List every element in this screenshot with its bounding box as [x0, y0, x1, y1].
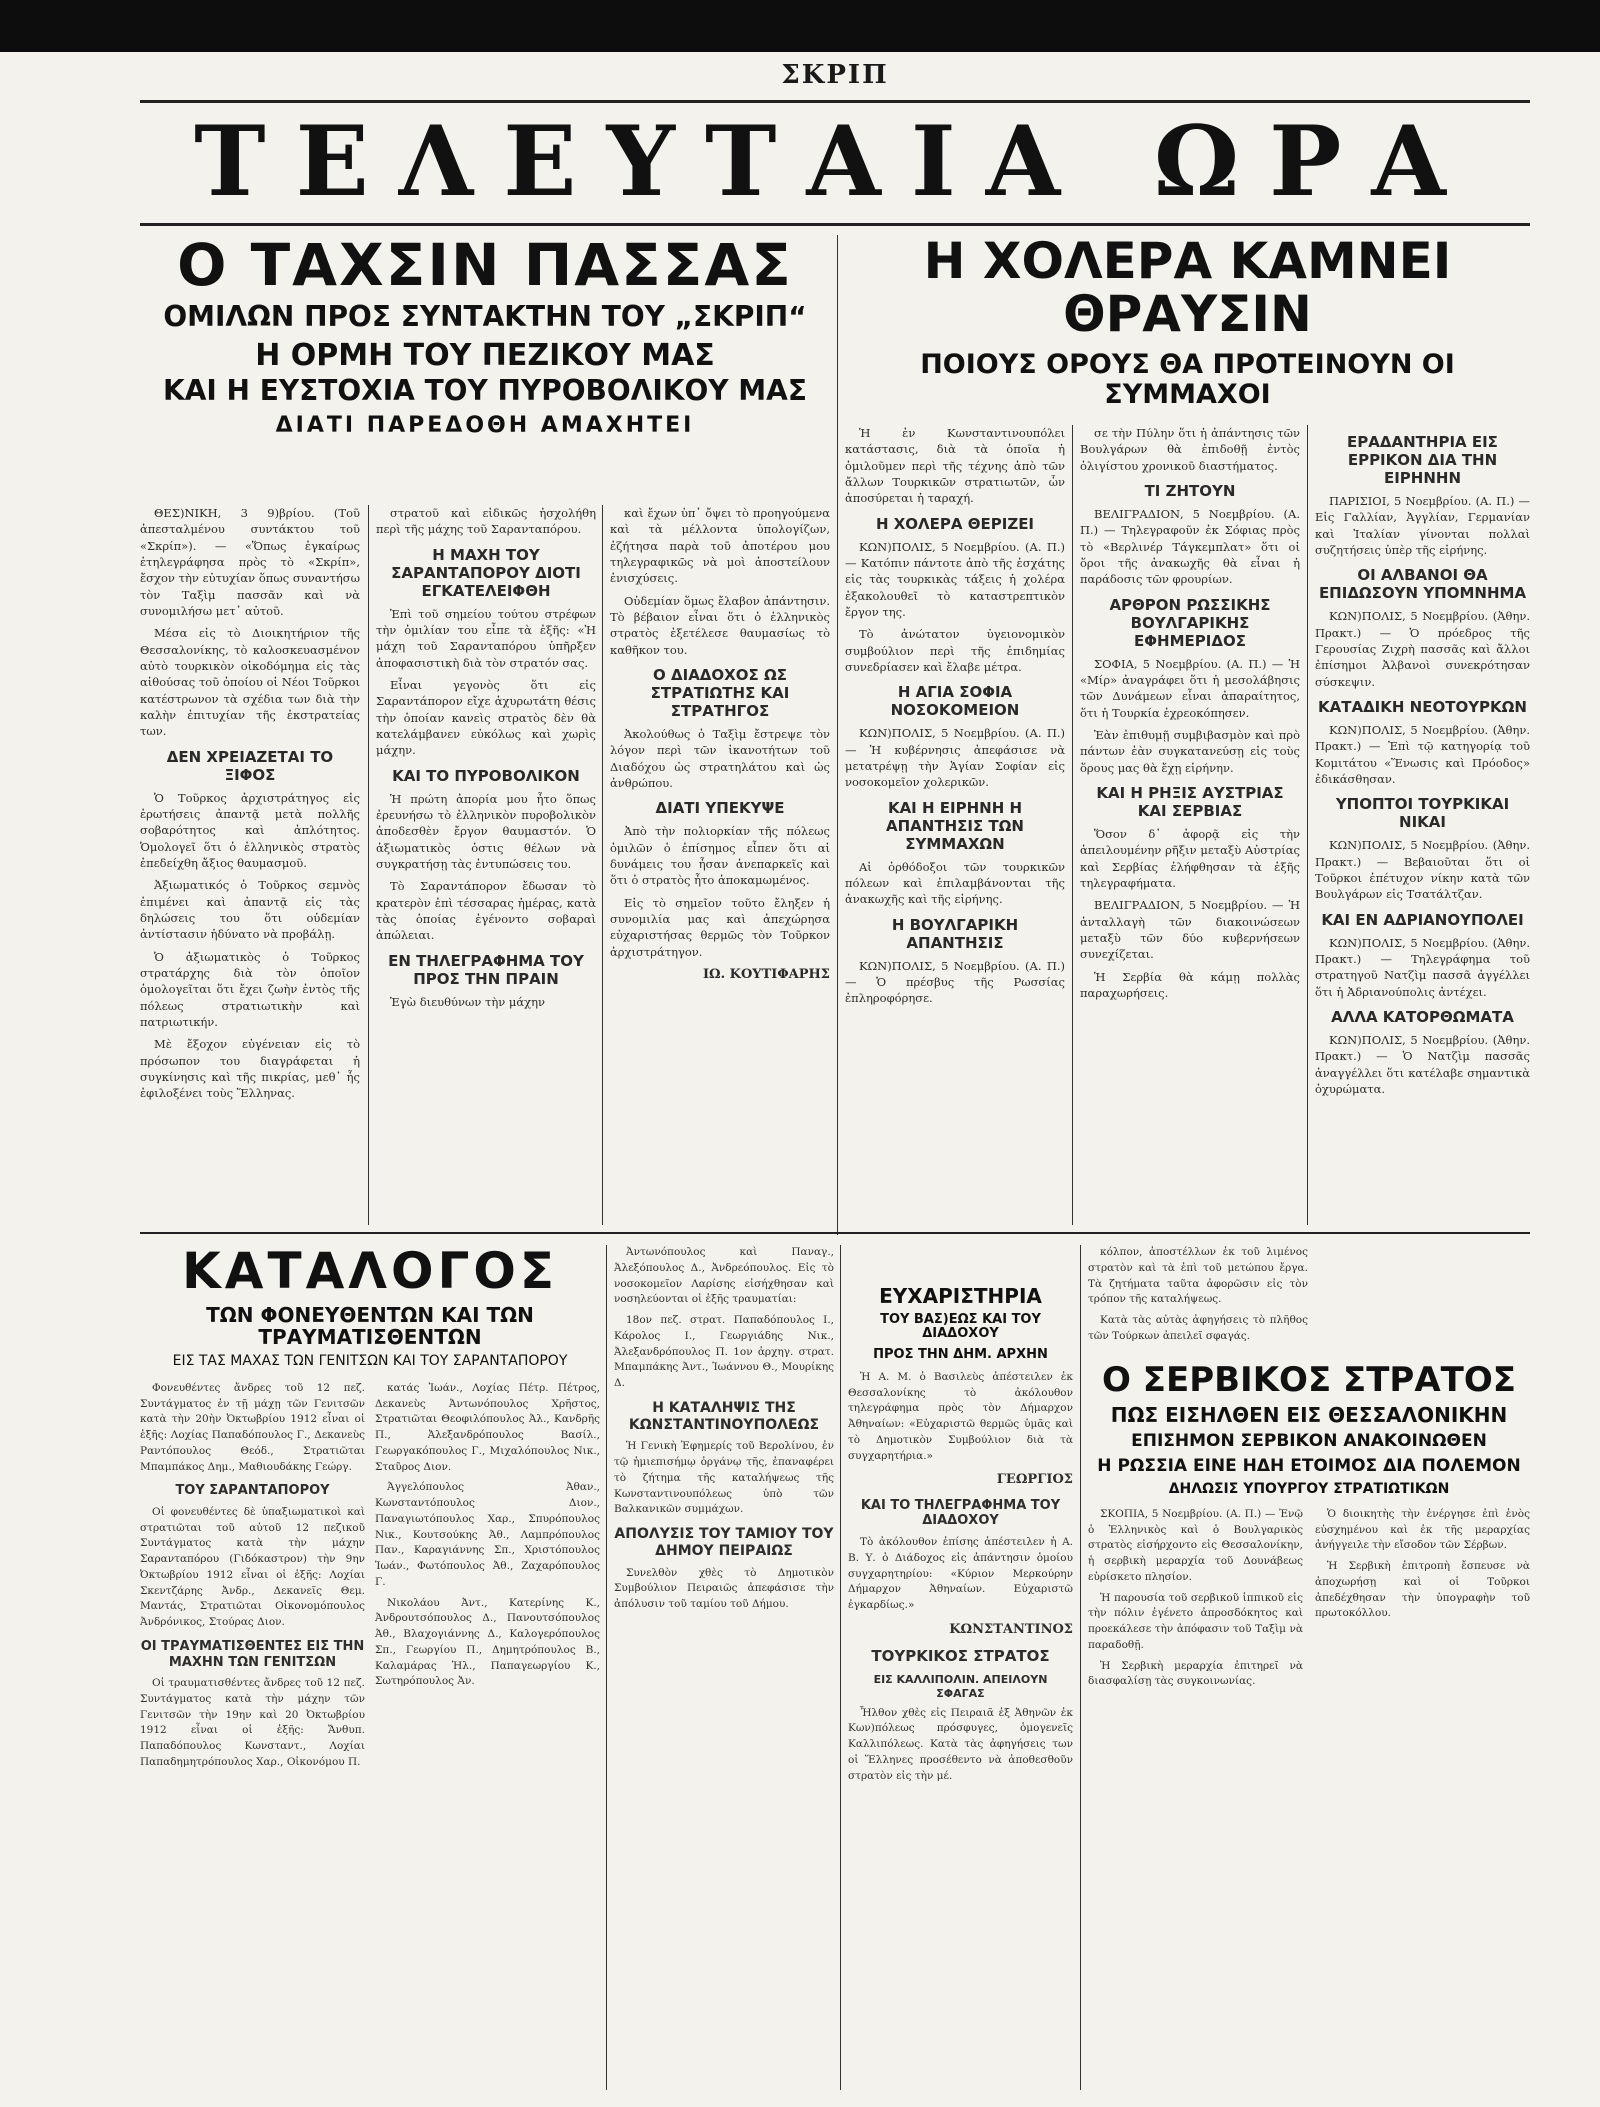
thanks-signature-heir: ΚΩΝΣΤΑΝΤΙΝΟΣ — [949, 1621, 1073, 1637]
col2-subheading: Η ΜΑΧΗ ΤΟΥ ΣΑΡΑΝΤΑΠΟΡΟΥ ΔΙΟΤΙ ΕΓΚΑΤΕΛΕΙΦΘΗ — [391, 545, 581, 600]
col4-subheading: Η ΒΟΥΛΓΑΡΙΚΗ ΑΠΑΝΤΗΣΙΣ — [891, 915, 1019, 952]
serbian-army-section — [1088, 1245, 1530, 2090]
col2-paragraph: Τὸ Σαραντάπορον ἔδωσαν τὸ κρατερὸν ἐπὶ τέσσαρας ἡμέρας, κατὰ τὰς ὁποίας ἐγένοντο σοβαραὶ ἀπώλειαι. — [376, 879, 596, 943]
col5-subheading: ΚΑΙ Η ΡΗΞΙΣ ΑΥΣΤΡΙΑΣ ΚΑΙ ΣΕΡΒΙΑΣ — [1096, 783, 1284, 820]
col3-paragraph: Εἰς τὸ σημεῖον τοῦτο ἔληξεν ἡ συνομιλία μας καὶ ἀπεχώρησα εὐχαριστήσας θερμῶς τὸν Τοῦρκον ἀρχιστράτηγον. — [610, 895, 830, 959]
column-2 — [376, 505, 596, 1225]
col4-subheading: Η ΧΟΛΕΡΑ ΘΕΡΙΖΕΙ — [875, 514, 1035, 533]
col1-paragraph: Ὁ ἀξιωματικὸς ὁ Τοῦρκος στρατάρχης διὰ τὸν ὁποῖον ὁμολογεῖται ὅτι ἔχει ζωὴν ἐντὸς τῆς πόλεως στρατιωτικὴν καὶ πατριωτικήν. — [140, 949, 360, 1029]
col1-paragraph: Μέσα εἰς τὸ Διοικητήριον τῆς Θεσσαλονίκης, τὸ καλοσκευασμένον αὐτὸ τουρκικὸν οἰκοδόμημα εἰς τὰς αἰθούσας τοῦ ὁποίου οἱ Νέοι Τοῦρκοι κατέστρωνον τὰ σχέδια των διὰ τὴν καλὴν ἐπιτυχίαν τῆς ἐκστρατείας των. — [140, 626, 360, 739]
col5-paragraph: Ὅσον δ᾽ ἀφορᾷ εἰς τὴν ἀπειλουμένην ρῆξιν μεταξὺ Αὐστρίας καὶ Σερβίας ἐλήφθησαν τὰ ἑξῆς τηλεγραφήματα. — [1080, 826, 1300, 890]
col2-paragraph: Εἶναι γεγονὸς ὅτι εἰς Σαραντάπορον εἴχε ἀχυρωτάτη θέσις τὴν ὁποίαν κανεὶς στρατὸς δὲν θὰ κατελάμβανεν εὐκόλως καὶ χωρὶς μάχην. — [376, 677, 596, 758]
catalog-paragraph: Ἀγγελόπουλος Ἀθαν., Κωνσταντόπουλος Διον., Παναγιωτόπουλος Χαρ., Σπυρόπουλος Νικ., Κουτσούκης Ἀθ., Λαμπρόπουλος Παν., Καραγιάννης Σπ., Χριστόπουλος Ἰωάν., Φωτόπουλος Ἀθ., Ζαχαρόπουλος Γ. — [375, 1481, 600, 1588]
headline-interview: ΟΜΙΛΩΝ ΠΡΟΣ ΣΥΝΤΑΚΤΗΝ ΤΟΥ „ΣΚΡΙΠ“ — [163, 299, 807, 333]
col2-lead: στρατοῦ καὶ εἰδικῶς ἠσχολήθη περὶ τῆς μάχης τοῦ Σαρανταπόρου. — [376, 506, 596, 537]
catalog-subtitle: ΤΩΝ ΦΟΝΕΥΘΕΝΤΩΝ ΚΑΙ ΤΩΝ ΤΡΑΥΜΑΤΙΣΘΕΝΤΩΝ — [206, 1302, 534, 1349]
column-6 — [1315, 425, 1530, 1225]
col6-paragraph: ΚΩΝ)ΠΟΛΙΣ, 5 Νοεμβρίου. (Ἀθην. Πρακτ.) — Βεβαιοῦται ὅτι οἱ Τοῦρκοι ἐπέτυχον νίκην κατὰ τῶν Βουλγάρων εἰς Τσατάλτζαν. — [1315, 838, 1530, 902]
russia-ready-heading: Η ΡΩΣΣΙΑ ΕΙΝΕ ΗΔΗ ΕΤΟΙΜΟΣ ΔΙΑ ΠΟΛΕΜΟΝ — [1097, 1455, 1521, 1476]
catalog-title: ΚΑΤΑΛΟΓΟΣ — [182, 1245, 558, 1300]
thanks-subtitle: ΤΟΥ ΒΑΣ)ΕΩΣ ΚΑΙ ΤΟΥ ΔΙΑΔΟΧΟΥ — [880, 1312, 1041, 1342]
catalog-paragraph: Ἀντωνόπουλος καὶ Παναγ., Ἀλεξόπουλος Δ., Ἀνδρεόπουλος. Εἰς τὸ νοσοκομεῖον Λαρίσης εἰσήχθησαν καὶ νοσηλεύονται οἱ ἑξῆς τραυματίαι: — [614, 1246, 834, 1306]
col4-paragraph: ΚΩΝ)ΠΟΛΙΣ, 5 Νοεμβρίου. (Α. Π.) — Ὁ πρέσβυς τῆς Ρωσσίας ἐπληροφόρησε. — [845, 958, 1065, 1006]
col2-paragraph: Ἡ πρώτη ἀπορία μου ἦτο ὅπως ἐρευνήσω τὸ ἑλληνικὸν πυροβολικὸν ἀποδεσθὲν ἔργον θαυμαστόν. Ὁ ἀξιωματικὸς ὁστις θέλων νὰ συγκρατήσῃ τὰς ἐντυπώσεις του. — [376, 791, 596, 871]
col1-paragraph: Ἀξιωματικός ὁ Τοῦρκος σεμνὸς ἐπιμένει καὶ ἀπαντᾷ εἰς τὰς δηλώσεις του ὅτι οὐδεμίαν ἀντίστασιν ἡδύνατο νὰ προβάλῃ. — [140, 878, 360, 942]
turkish-army-subheading: ΕΙΣ ΚΑΛΛΙΠΟΛΙΝ. ΑΠΕΙΛΟΥΝ ΣΦΑΓΑΣ — [873, 1673, 1048, 1700]
col6-subheading: ΚΑΤΑΔΙΚΗ ΝΕΟΤΟΥΡΚΩΝ — [1318, 697, 1527, 716]
col2-paragraph: Ἐγὼ διευθύνων τὴν μάχην — [390, 994, 546, 1009]
col3-signature: ΙΩ. ΚΟΥΤΙΦΑΡΗΣ — [702, 966, 830, 982]
col3-subheading: Ο ΔΙΑΔΟΧΟΣ ΩΣ ΣΤΡΑΤΙΩΤΗΣ ΚΑΙ ΣΤΡΑΤΗΓΟΣ — [650, 665, 790, 720]
column-divider — [840, 1245, 841, 2090]
serbian-intro-paragraph: κόλπον, ἀποστέλλων ἐκ τοῦ λιμένος στρατὸν καὶ τὰ ἐπὶ τοῦ μετώπου ἔργα. Τὰ ζητήματα ταῦτα ἀφορῶσιν εἰς τὸν τρόπον τῆς καταλήψεως. — [1088, 1246, 1308, 1306]
col5-paragraph: Ἡ Σερβία θὰ κάμῃ πολλὰς παραχωρήσεις. — [1080, 969, 1300, 1000]
column-3 — [610, 505, 830, 1225]
cashier-subheading: ΑΠΟΛΥΣΙΣ ΤΟΥ ΤΑΜΙΟΥ ΤΟΥ ΔΗΜΟΥ ΠΕΙΡΑΙΩΣ — [614, 1526, 834, 1559]
catalog-paragraph: Φονευθέντες ἄνδρες τοῦ 12 πεζ. Συντάγματος ἐν τῇ μάχῃ τῶν Γενιτσῶν κατὰ τὴν 20ὴν Ὀκτωβρίου 1912 εἶναι οἱ ἑξῆς: Λοχίας Παπαδόπουλος Γ., Δεκανεὺς Ραντόπουλος Θεόδ., Στρατιῶται Μπαμπάκος Δημ., Μαθιουδάκης Γεώργ. — [140, 1381, 365, 1473]
column-1 — [140, 505, 360, 1225]
headline-cholera: Η ΧΟΛΕΡΑ ΚΑΜΝΕΙ ΘΡΑΥΣΙΝ — [923, 235, 1452, 343]
top-black-border — [0, 0, 1600, 52]
col2-paragraph: Ἐπὶ τοῦ σημείου τούτου στρέφων τὴν ὁμιλίαν του εἶπε τὰ ἑξῆς: «Ἡ μάχη τοῦ Σαρανταπόρου ὑπῆρξεν ἀποφασιστικὴ διὰ τὸν στρατόν σας. — [376, 606, 596, 670]
serbian-paragraph: Ἡ Σερβικὴ ἐπιτροπὴ ἔσπευσε νὰ ἀποχωρήσῃ καὶ οἱ Τοῦρκοι ἀπεδέχθησαν τὴν ὑπογραφὴν τοῦ πρωτοκόλλου. — [1315, 1560, 1530, 1620]
thanks-paragraph: Ἡ Α. Μ. ὁ Βασιλεὺς ἀπέστειλεν ἐκ Θεσσαλονίκης τὸ ἀκόλουθον τηλεγράφημα πρὸς τὸν Δήμαρχον Ἀθηναίων: «Εὐχαριστῶ θερμῶς ὑμᾶς καὶ τὸ Δημοτικὸν Συμβούλιον διὰ τὰ συγχαρητήρια.» — [848, 1370, 1073, 1462]
column-divider — [1307, 425, 1308, 1225]
masthead: ΣΚΡΙΠ — [781, 60, 889, 90]
thanks-signature-king: ΓΕΩΡΓΙΟΣ — [996, 1472, 1073, 1488]
turkish-army-heading: ΤΟΥΡΚΙΚΟΣ ΣΤΡΑΤΟΣ — [871, 1647, 1050, 1666]
headline-allies-terms: ΠΟΙΟΥΣ ΟΡΟΥΣ ΘΑ ΠΡΟΤΕΙΝΟΥΝ ΟΙ ΣΥΜΜΑΧΟΙ — [920, 349, 1455, 410]
column-divider — [602, 505, 603, 1225]
thanks-subheading: ΚΑΙ ΤΟ ΤΗΛΕΓΡΑΦΗΜΑ ΤΟΥ ΔΙΑΔΟΧΟΥ — [860, 1497, 1061, 1529]
col4-paragraph: ΚΩΝ)ΠΟΛΙΣ, 5 Νοεμβρίου. (Α. Π.) — Ἡ κυβέρνησις ἀπεφάσισε νὰ μετατρέψῃ τὴν Ἁγίαν Σοφίαν εἰς νοσοκομεῖον χολερικῶν. — [845, 726, 1065, 790]
col1-paragraph: Ὁ Τοῦρκος ἀρχιστράτηγος εἰς ἐρωτήσεις ἀπαντᾷ μετὰ πολλῆς σοβαρότητος καὶ ἀπλότητος. Ὁμολογεῖ ὅτι ὁ ἑλληνικὸς στρατὸς ἐπεδείχθη ἄξιος θαυμασμοῦ. — [140, 790, 360, 870]
catalog-section — [140, 1245, 600, 2090]
serbian-army-subsubtitle: ΕΠΙΣΗΜΟΝ ΣΕΡΒΙΚΟΝ ΑΝΑΚΟΙΝΩΘΕΝ — [1131, 1431, 1487, 1452]
col6-subheading: ΑΛΛΑ ΚΑΤΟΡΘΩΜΑΤΑ — [1331, 1007, 1514, 1026]
col6-subheading: ΕΡΑΔΑΝΤΗΡΙΑ ΕΙΣ ΕΡΡΙΚΟΝ ΔΙΑ ΤΗΝ ΕΙΡΗΝΗΝ — [1347, 433, 1498, 487]
headline-artillery: ΚΑΙ Η ΕΥΣΤΟΧΙΑ ΤΟΥ ΠΥΡΟΒΟΛΙΚΟΥ ΜΑΣ — [163, 373, 807, 407]
col6-paragraph: ΠΑΡΙΣΙΟΙ, 5 Νοεμβρίου. (Α. Π.) — Εἰς Γαλλίαν, Ἀγγλίαν, Γερμανίαν καὶ Ἰταλίαν γίνονται πολλαὶ συζητήσεις ὑπὲρ τῆς εἰρήνης. — [1315, 494, 1530, 557]
catalog-paragraph: Οἱ τραυματισθέντες ἄνδρες τοῦ 12 πεζ. Συντάγματος κατὰ τὴν μάχην τῶν Γενιτσῶν τὴν 19ην καὶ 20 Ὀκτωβρίου 1912 εἶναι οἱ ἑξῆς: Ἄνθυπ. Παπαδόπουλος Κωνσταντ., Λοχίαι Παπαδημητρόπουλος Χαρ., Οἰκονόμου Π. — [140, 1677, 365, 1768]
col6-subheading: ΚΑΙ ΕΝ ΑΔΡΙΑΝΟΥΠΟΛΕΙ — [1321, 910, 1524, 929]
serbian-paragraph: ΣΚΟΠΙΑ, 5 Νοεμβρίου. (Α. Π.) — Ἐνῷ ὁ Ἑλληνικὸς καὶ ὁ Βουλγαρικὸς στρατὸς εἰσήρχοντο εἰς Θεσσαλονίκην, ἡ σερβικὴ μεραρχία τοῦ Δουνάβεως εὑρίσκετο πλησίον. — [1088, 1507, 1303, 1583]
col4-paragraph: Αἱ ὀρθόδοξοι τῶν τουρκικῶν πόλεων καὶ ἐπιλαμβάνονται τῆς ἀνακωχῆς καὶ τῆς εἰρήνης. — [845, 859, 1065, 907]
left-headline-block — [140, 235, 830, 495]
catalog-paragraph: Οἱ φονευθέντες δὲ ὑπαξιωματικοὶ καὶ στρατιῶται τοῦ αὐτοῦ 12 πεζικοῦ Συντάγματος κατὰ τὴν μάχην Σαρανταπόρου (Γιδόκαστρον) τὴν 9ην Ὀκτωβρίου 1912 εἶναι οἱ ἑξῆς: Λοχίαι Σκεντζάρης Ἀνδρ., Δεκανεῖς Θεμ. Μαντάς, Στρατιῶται Οἰκονομόπουλος Ἀνδρόνικος, Στούρας Διον. — [140, 1505, 365, 1629]
catalog-subsubtitle: ΕΙΣ ΤΑΣ ΜΑΧΑΣ ΤΩΝ ΓΕΝΙΤΣΩΝ ΚΑΙ ΤΟΥ ΣΑΡΑΝΤΑΠΟΡΟΥ — [172, 1352, 568, 1369]
column-4 — [845, 425, 1065, 1225]
horizontal-divider — [140, 1232, 1530, 1234]
capture-paragraph: Ἡ Γενικὴ Ἐφημερίς τοῦ Βερολίνου, ἐν τῷ ἡμιεπισήμῳ ὀργάνῳ τῆς, ἐπαναφέρει τὸ ζήτημα τῆς καταλήψεως τῆς Κωνσταντινουπόλεως ὑπὸ τῶν Βαλκανικῶν συμμάχων. — [614, 1440, 834, 1516]
thanks-column — [848, 1245, 1073, 2090]
col2-subheading: ΕΝ ΤΗΛΕΓΡΑΦΗΜΑ ΤΟΥ ΠΡΟΣ ΤΗΝ ΠΡΑΙΝ — [388, 951, 584, 988]
center-divider — [837, 235, 838, 1235]
col5-paragraph: ΒΕΛΙΓΡΑΔΙΟΝ, 5 Νοεμβρίου. (Α. Π.) — Τηλεγραφοῦν ἐκ Σόφιας πρὸς τὸ «Βερλινέρ Τάγκεμπλατ» ὅτι οἱ ὅροι τῆς ἀνακωχῆς θὰ εἶναι ἡ παράδοσις τῶν φρουρίων. — [1080, 506, 1300, 587]
serbian-intro-paragraph: Κατὰ τὰς αὐτὰς ἀφηγήσεις τὸ πλῆθος τῶν Τούρκων ἀπειλεῖ σφαγάς. — [1088, 1314, 1308, 1342]
col5-lead: σε τὴν Πύλην ὅτι ἡ ἀπάντησις τῶν Βουλγάρων θὰ ἐπιδοθῇ ἐντὸς ὀλιγίστου χρονικοῦ διαστήματος. — [1080, 426, 1300, 473]
col6-paragraph: ΚΩΝ)ΠΟΛΙΣ, 5 Νοεμβρίου. (Ἀθην. Πρακτ.) — Ὁ Νατζὶμ πασσᾶς ἀναγγέλλει ὅτι κατέλαβε σημαντικὰ ὀχυρώματα. — [1315, 1032, 1530, 1096]
turkish-army-paragraph: Ἦλθον χθὲς εἰς Πειραιᾶ ἐξ Ἀθηνῶν ἐκ Κων)πόλεως πρόσφυγες, ὁμογενεῖς Καλλιπόλεως. Κατὰ τὰς ἀφηγήσεις των οἱ Ἕλληνες προσέθεντο νὰ ἀποθεσθοῦν στρατὸν εἰς τὴν μέ. — [848, 1706, 1073, 1782]
minister-statement-heading: ΔΗΛΩΣΙΣ ΥΠΟΥΡΓΟΥ ΣΤΡΑΤΙΩΤΙΚΩΝ — [1168, 1480, 1450, 1497]
catalog-subheading: ΟΙ ΤΡΑΥΜΑΤΙΣΘΕΝΤΕΣ ΕΙΣ ΤΗΝ ΜΑΧΗΝ ΤΩΝ ΓΕΝΙΤΣΩΝ — [140, 1638, 365, 1670]
col5-paragraph: Ἐὰν ἐπιθυμῇ συμβιβασμὸν καὶ πρὸ πάντων ἐὰν συγκατανεύσῃ εἰς τοὺς ὅρους μας θὰ ἔχῃ εἰρήνην. — [1080, 727, 1300, 775]
catalog-continuation — [614, 1245, 834, 2090]
headline-surrender: ΔΙΑΤΙ ΠΑΡΕΔΟΘΗ ΑΜΑΧΗΤΕΙ — [275, 413, 695, 439]
col2-subheading: ΚΑΙ ΤΟ ΠΥΡΟΒΟΛΙΚΟΝ — [392, 766, 580, 785]
col6-paragraph: ΚΩΝ)ΠΟΛΙΣ, 5 Νοεμβρίου. (Ἀθην. Πρακτ.) — Ἐπὶ τῷ κατηγορίᾳ τοῦ Κομιτάτου «Ἕνωσις καὶ Πρόοδος» ἐδικάσθησαν. — [1315, 722, 1530, 786]
column-divider — [1080, 1245, 1081, 2090]
col6-subheading: ΟΙ ΑΛΒΑΝΟΙ ΘΑ ΕΠΙΔΩΣΟΥΝ ΥΠΟΜΝΗΜΑ — [1318, 566, 1527, 603]
capture-subheading: Η ΚΑΤΑΛΗΨΙΣ ΤΗΣ ΚΩΝΣΤΑΝΤΙΝΟΥΠΟΛΕΩΣ — [628, 1399, 820, 1433]
catalog-paragraph: 18ον πεζ. στρατ. Παπαδόπουλος Ι., Κάρολος Ι., Γεωργιάδης Νικ., Ἀλεξανδρόπουλος Π. 1ον ἀρχηγ. στρατ. Μπαμπάκης Ἀντ., Ἰωάννου Θ., Μουρίκης Δ. — [614, 1314, 834, 1389]
newspaper-page — [140, 60, 1530, 2090]
headline-tahsin: Ο ΤΑΧΣΙΝ ΠΑΣΣΑΣ — [177, 235, 793, 299]
cashier-paragraph: Συνελθὸν χθὲς τὸ Δημοτικὸν Συμβούλιον Πειραιῶς ἀπεφάσισε τὴν ἀπόλυσιν τοῦ ταμίου τοῦ Δήμου. — [614, 1566, 834, 1611]
col6-subheading: ΥΠΟΠΤΟΙ ΤΟΥΡΚΙΚΑΙ ΝΙΚΑΙ — [1335, 795, 1510, 832]
catalog-paragraph: Νικολάου Ἀντ., Κατερίνης Κ., Ἀνδρουτσόπουλος Δ., Πανουτσόπουλος Ἀθ., Βλαχογιάννης Δ., Καλογερόπουλος Σπ., Γεωργίου Π., Δημητρόπουλος Β., Καλαμάρας Ἠλ., Παπαγεωργίου Κ., Σωτηρόπουλος Ἀν. — [375, 1596, 600, 1688]
col4-subheading: Η ΑΓΙΑ ΣΟΦΙΑ ΝΟΣΟΚΟΜΕΙΟΝ — [890, 683, 1020, 720]
col3-paragraph: Ἀκολούθως ὁ Ταξὶμ ἔστρεψε τὸν λόγον περὶ τῶν ἱκανοτήτων τοῦ Διαδόχου ὡς στρατηλάτου καὶ ὡς ἀνθρώπου. — [610, 726, 830, 790]
col4-paragraph: Τὸ ἀνώτατον ὑγειονομικὸν συμβούλιον περὶ τῆς ἐπιδημίας συνεδρίασεν καὶ ἔλαβε μέτρα. — [845, 627, 1065, 674]
column-divider — [368, 505, 369, 1225]
serbian-army-title: Ο ΣΕΡΒΙΚΟΣ ΣΤΡΑΤΟΣ — [1102, 1359, 1516, 1400]
col1-lead: ΘΕΣ)ΝΙΚΗ, 3 9)βρίου. (Τοῦ ἀπεσταλμένου συντάκτου τοῦ «Σκρίπ»). — «Ὅπως ἐγκαίρως ἐτηλεγράφησα πρὸς τὸ «Σκρίπ», ἔσχον τὴν εὐτυχίαν ὅπως συναντήσω τὸν Ταξὶμ πασσᾶν καὶ νὰ συνομιλήσω μετ᾽ αὐτοῦ. — [140, 506, 360, 618]
column-divider — [606, 1245, 607, 2090]
col4-paragraph: ΚΩΝ)ΠΟΛΙΣ, 5 Νοεμβρίου. (Α. Π.) — Κατόπιν πάντοτε ἀπὸ τῆς ἐσχάτης εἰς τὰς τουρκικὰς τάξεις ἡ χολέρα ἐξακολουθεῖ τὸ καταστρεπτικὸν ἔργον της. — [845, 539, 1065, 619]
serbian-paragraph: Ὁ διοικητὴς τὴν ἐνέργησε ἐπὶ ἑνὸς εὐσχημένου καὶ ἐκ τῆς μεραρχίας ἀνήγγειλε τὴν εἴσοδον τῶν Σέρβων. — [1315, 1507, 1530, 1552]
col3-paragraph: Ἀπὸ τὴν πολιορκίαν τῆς πόλεως ὁμιλῶν ὁ ἐπίσημος εἶπεν ὅτι αἱ δυνάμεις του ἦσαν ἀνεπαρκεῖς καὶ ὅτι ὁ στρατὸς ἦτο ἀποκαμωμένος. — [610, 824, 830, 888]
thanks-subsubtitle: ΠΡΟΣ ΤΗΝ ΔΗΜ. ΑΡΧΗΝ — [873, 1346, 1048, 1362]
serbian-army-subtitle: ΠΩΣ ΕΙΣΗΛΘΕΝ ΕΙΣ ΘΕΣΣΑΛΟΝΙΚΗΝ — [1110, 1403, 1508, 1428]
right-headline-block — [845, 235, 1530, 415]
col1-paragraph: Μὲ ἔξοχον εὐγένειαν εἰς τὸ πρόσωπον του διαγράφεται ἡ συγκίνησις καὶ τῆς πικρίας, μεθ᾽ ἧς ἐφιλοξένει τοὺς Ἕλληνας. — [140, 1037, 360, 1101]
col5-subheading: ΑΡΘΡΟΝ ΡΩΣΣΙΚΗΣ ΒΟΥΛΓΑΡΙΚΗΣ ΕΦΗΜΕΡΙΔΟΣ — [1109, 595, 1271, 650]
serbian-paragraph: Ἡ παρουσία τοῦ σερβικοῦ ἱππικοῦ εἰς τὴν πόλιν ἐγένετο ἀπροσδόκητος καὶ προεκάλεσε τὴν ἀπόφασιν τοῦ Ταξὶμ νὰ παραδοθῇ. — [1088, 1591, 1303, 1651]
col6-paragraph: ΚΩΝ)ΠΟΛΙΣ, 5 Νοεμβρίου. (Ἀθην. Πρακτ.) — Τηλεγράφημα τοῦ στρατηγοῦ Νατζὶμ πασσᾶ ἀγγέλλει ὅτι ἡ Ἀδριανούπολις ἀντέχει. — [1315, 935, 1530, 999]
headline-infantry: Η ΟΡΜΗ ΤΟΥ ΠΕΖΙΚΟΥ ΜΑΣ — [255, 337, 715, 373]
col5-paragraph: ΣΟΦΙΑ, 5 Νοεμβρίου. (Α. Π.) — Ἡ «Μίρ» ἀναγράφει ὅτι ἡ μεσολάβησις τῶν Δυνάμεων εἶναι ἀπαραίτητος, ὅτι ἡ Τουρκία ἐχρεοκόπησεν. — [1080, 656, 1300, 720]
serbian-paragraph: Ἡ Σερβικὴ μεραρχία ἐπιτηρεῖ νὰ διασφαλίσῃ τὰς συγκοινωνίας. — [1088, 1659, 1303, 1688]
column-divider — [1072, 425, 1073, 1225]
catalog-subheading: ΤΟΥ ΣΑΡΑΝΤΑΠΟΡΟΥ — [175, 1483, 330, 1499]
catalog-paragraph: κατάς Ἰωάν., Λοχίας Πέτρ. Πέτρος, Δεκανεὺς Ἀντωνόπουλος Χρῆστος, Στρατιῶται Θεοφιλόπουλος Ἀλ., Κανδρῆς Π., Ἀλεξανδρόπουλος Βασίλ., Γεωργακόπουλος Γ., Μιχαλόπουλος Νικ., Σταῦρος Διον. — [375, 1381, 600, 1473]
col3-subheading: ΔΙΑΤΙ ΥΠΕΚΥΨΕ — [655, 799, 785, 818]
column-5 — [1080, 425, 1300, 1225]
col3-lead: καὶ ἔχων ὑπ᾽ ὄψει τὸ προηγούμενα καὶ τὰ μέλλοντα ὑπολογίζων, ἐζήτησα παρὰ τοῦ ἀποτέρου μου τηλεγραφικῶς νὰ μοὶ ἀποστείλουν ἐνισχύσεις. — [610, 506, 830, 586]
col1-subheading: ΔΕΝ ΧΡΕΙΑΖΕΤΑΙ ΤΟ ΞΙΦΟΣ — [166, 747, 334, 784]
col3-paragraph: Οὐδεμίαν ὅμως ἔλαβον ἀπάντησιν. Τὸ βέβαιον εἶναι ὅτι ὁ ἑλληνικὸς στρατὸς ἐξετέλεσε θαυμασίως τὸ καθῆκον του. — [610, 593, 830, 657]
thanks-title: ΕΥΧΑΡΙΣΤΗΡΙΑ — [879, 1284, 1042, 1308]
col5-subheading: ΤΙ ΖΗΤΟΥΝ — [1144, 481, 1236, 500]
col4-lead: Ἡ ἐν Κωνσταντινουπόλει κατάστασις, διὰ τὰ ὁποῖα ἡ ὁμιλοῦμεν περὶ τῆς τέχνης ἀπὸ τῶν ἄλλων Τουρκικῶν στρατιωτῶν, ὧν ἀποσύρεται ἡ ταραχή. — [845, 426, 1065, 506]
col4-subheading: ΚΑΙ Η ΕΙΡΗΝΗ Η ΑΠΑΝΤΗΣΙΣ ΤΩΝ ΣΥΜΜΑΧΩΝ — [886, 798, 1024, 853]
col5-paragraph: ΒΕΛΙΓΡΑΔΙΟΝ, 5 Νοεμβρίου. — Ἡ ἀνταλλαγὴ τῶν διακοινώσεων μεταξὺ τῶν δύο κυβερνήσεων συνεχίζεται. — [1080, 898, 1300, 962]
thanks-paragraph: Τὸ ἀκόλουθον ἐπίσης ἀπέστειλεν ἡ Α. Β. Υ. ὁ Διάδοχος εἰς ἀπάντησιν ὁμοίου συγχαρητηρίου: «Κύριον Μερκούρην Δήμαρχον Ἀθηναίων. Εὐχαριστῶ ἐγκαρδίως.» — [848, 1536, 1073, 1612]
col6-paragraph: ΚΩΝ)ΠΟΛΙΣ, 5 Νοεμβρίου. (Ἀθην. Πρακτ.) — Ὁ πρόεδρος τῆς Γερουσίας Ζιχρὴ πασσᾶς καὶ ἄλλοι ἐπίσημοι Ἀλβανοὶ συνεκρότησαν σύσκεψιν. — [1315, 609, 1530, 689]
banner-headline: ΤΕΛΕΥΤΑΙΑ ΩΡΑ — [140, 100, 1530, 226]
